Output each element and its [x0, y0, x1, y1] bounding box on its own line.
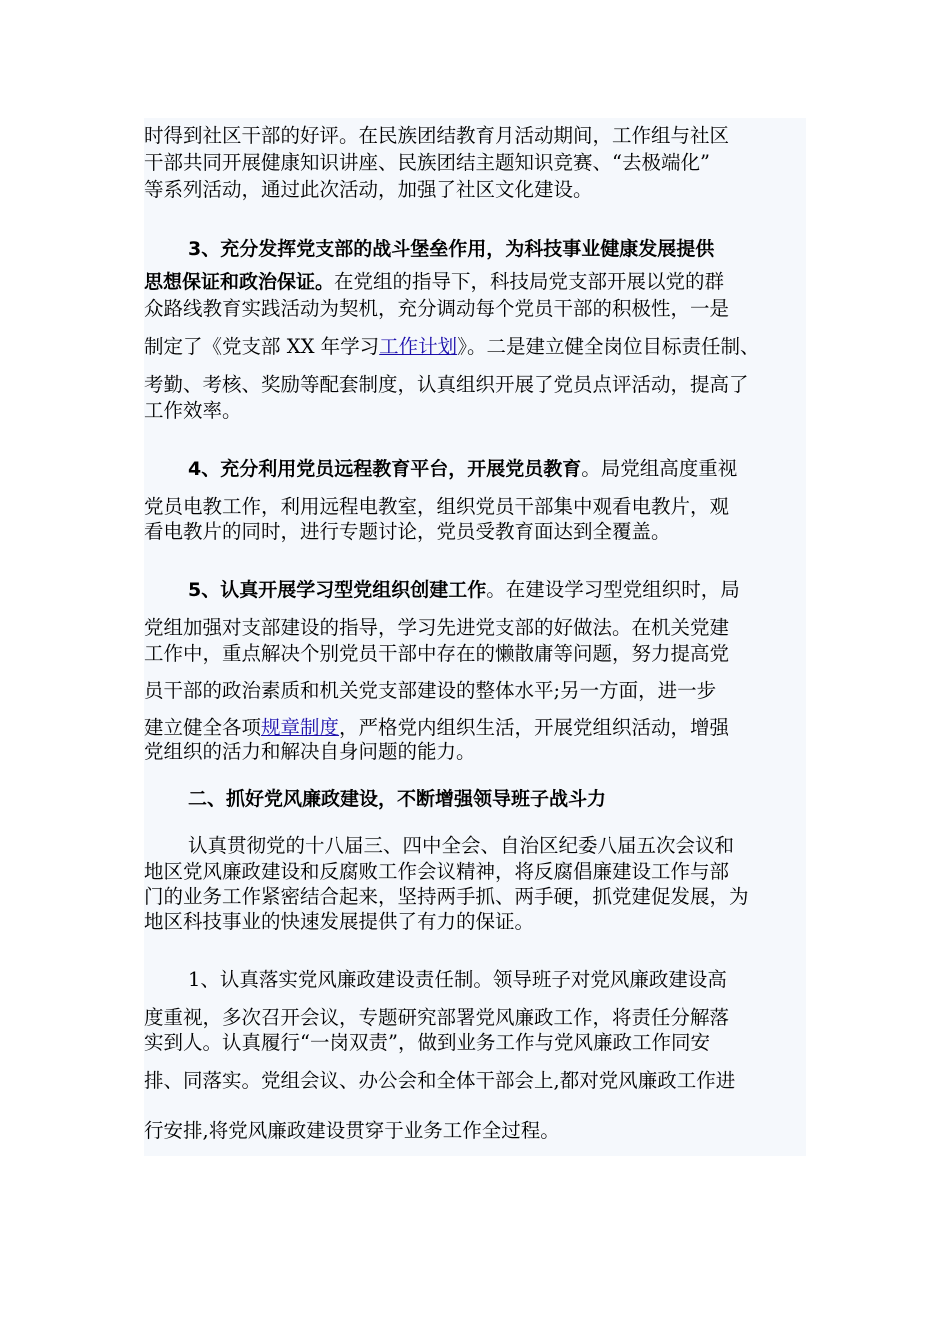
section-heading-4: 4、充分利用党员远程教育平台，开展党员教育 [188, 458, 582, 480]
text-line: 看电教片的同时，进行专题讨论，党员受教育面达到全覆盖。 [144, 520, 671, 543]
section-heading-3: 3、充分发挥党支部的战斗堡垒作用，为科技事业健康发展提供 [188, 238, 715, 260]
text-span: 在党组的指导下，科技局党支部开展以党的群 [334, 270, 725, 293]
heading-continuation: 思想保证和政治保证。 [144, 271, 335, 293]
text-line: 工作效率。 [144, 399, 242, 422]
text-line [144, 578, 850, 602]
text-line: 1、认真落实党风廉政建设责任制。领导班子对党风廉政建设高 [188, 968, 727, 991]
section-heading-2: 二、抓好党风廉政建设，不断增强领导班子战斗力 [188, 788, 607, 810]
text-line: 地区党风廉政建设和反腐败工作会议精神，将反腐倡廉建设工作与部 [144, 860, 730, 883]
text-line: 门的业务工作紧密结合起来，坚持两手抓、两手硬，抓党建促发展，为 [144, 885, 749, 908]
text-line: 度重视，多次召开会议，专题研究部署党风廉政工作，将责任分解落 [144, 1006, 730, 1029]
text-line [144, 335, 806, 359]
text-line: 工作中，重点解决个别党员干部中存在的懒散庸等问题，努力提高党 [144, 642, 730, 665]
text-line [144, 270, 806, 294]
text-line: 众路线教育实践活动为契机，充分调动每个党员干部的积极性，一是 [144, 297, 730, 320]
text-line: 实到人。认真履行“一岗双责”，做到业务工作与党风廉政工作同安 [144, 1031, 710, 1054]
text-line: 员干部的政治素质和机关党支部建设的整体水平;另一方面，进一步 [144, 679, 717, 702]
text-line [144, 457, 850, 481]
text-line: 时得到社区干部的好评。在民族团结教育月活动期间，工作组与社区 [144, 124, 730, 147]
text-span: 》。二是建立健全岗位目标责任制、 [457, 335, 760, 358]
text-line: 等系列活动，通过此次活动，加强了社区文化建设。 [144, 178, 593, 201]
text-line: 地区科技事业的快速发展提供了有力的保证。 [144, 910, 535, 933]
text-line: 认真贯彻党的十八届三、四中全会、自治区纪委八届五次会议和 [188, 834, 735, 857]
text-line: 党组织的活力和解决自身问题的能力。 [144, 740, 476, 763]
text-line: 党员电教工作，利用远程电教室，组织党员干部集中观看电教片，观 [144, 495, 730, 518]
text-span: ，严格党内组织生活，开展党组织活动，增强 [339, 716, 730, 739]
text-span: 建立健全各项 [144, 716, 262, 739]
text-line: 党组加强对支部建设的指导，学习先进党支部的好做法。在机关党建 [144, 616, 730, 639]
work-plan-link[interactable]: 工作计划 [379, 335, 458, 358]
text-line: 考勤、考核、奖励等配套制度，认真组织开展了党员点评活动，提高了 [144, 373, 749, 396]
text-span: 制定了《党支部 XX 年学习 [144, 335, 380, 358]
regulations-link[interactable]: 规章制度 [261, 716, 340, 739]
text-line: 排、同落实。党组会议、办公会和全体干部会上,都对党风廉政工作进 [144, 1069, 736, 1092]
text-span: 。在建设学习型党组织时，局 [486, 578, 740, 601]
text-line [144, 716, 806, 740]
text-span: 。局党组高度重视 [581, 457, 738, 480]
section-heading-5: 5、认真开展学习型党组织创建工作 [188, 579, 487, 601]
text-line: 干部共同开展健康知识讲座、民族团结主题知识竞赛、“去极端化” [144, 151, 710, 174]
text-line: 行安排,将党风廉政建设贯穿于业务工作全过程。 [144, 1119, 560, 1142]
